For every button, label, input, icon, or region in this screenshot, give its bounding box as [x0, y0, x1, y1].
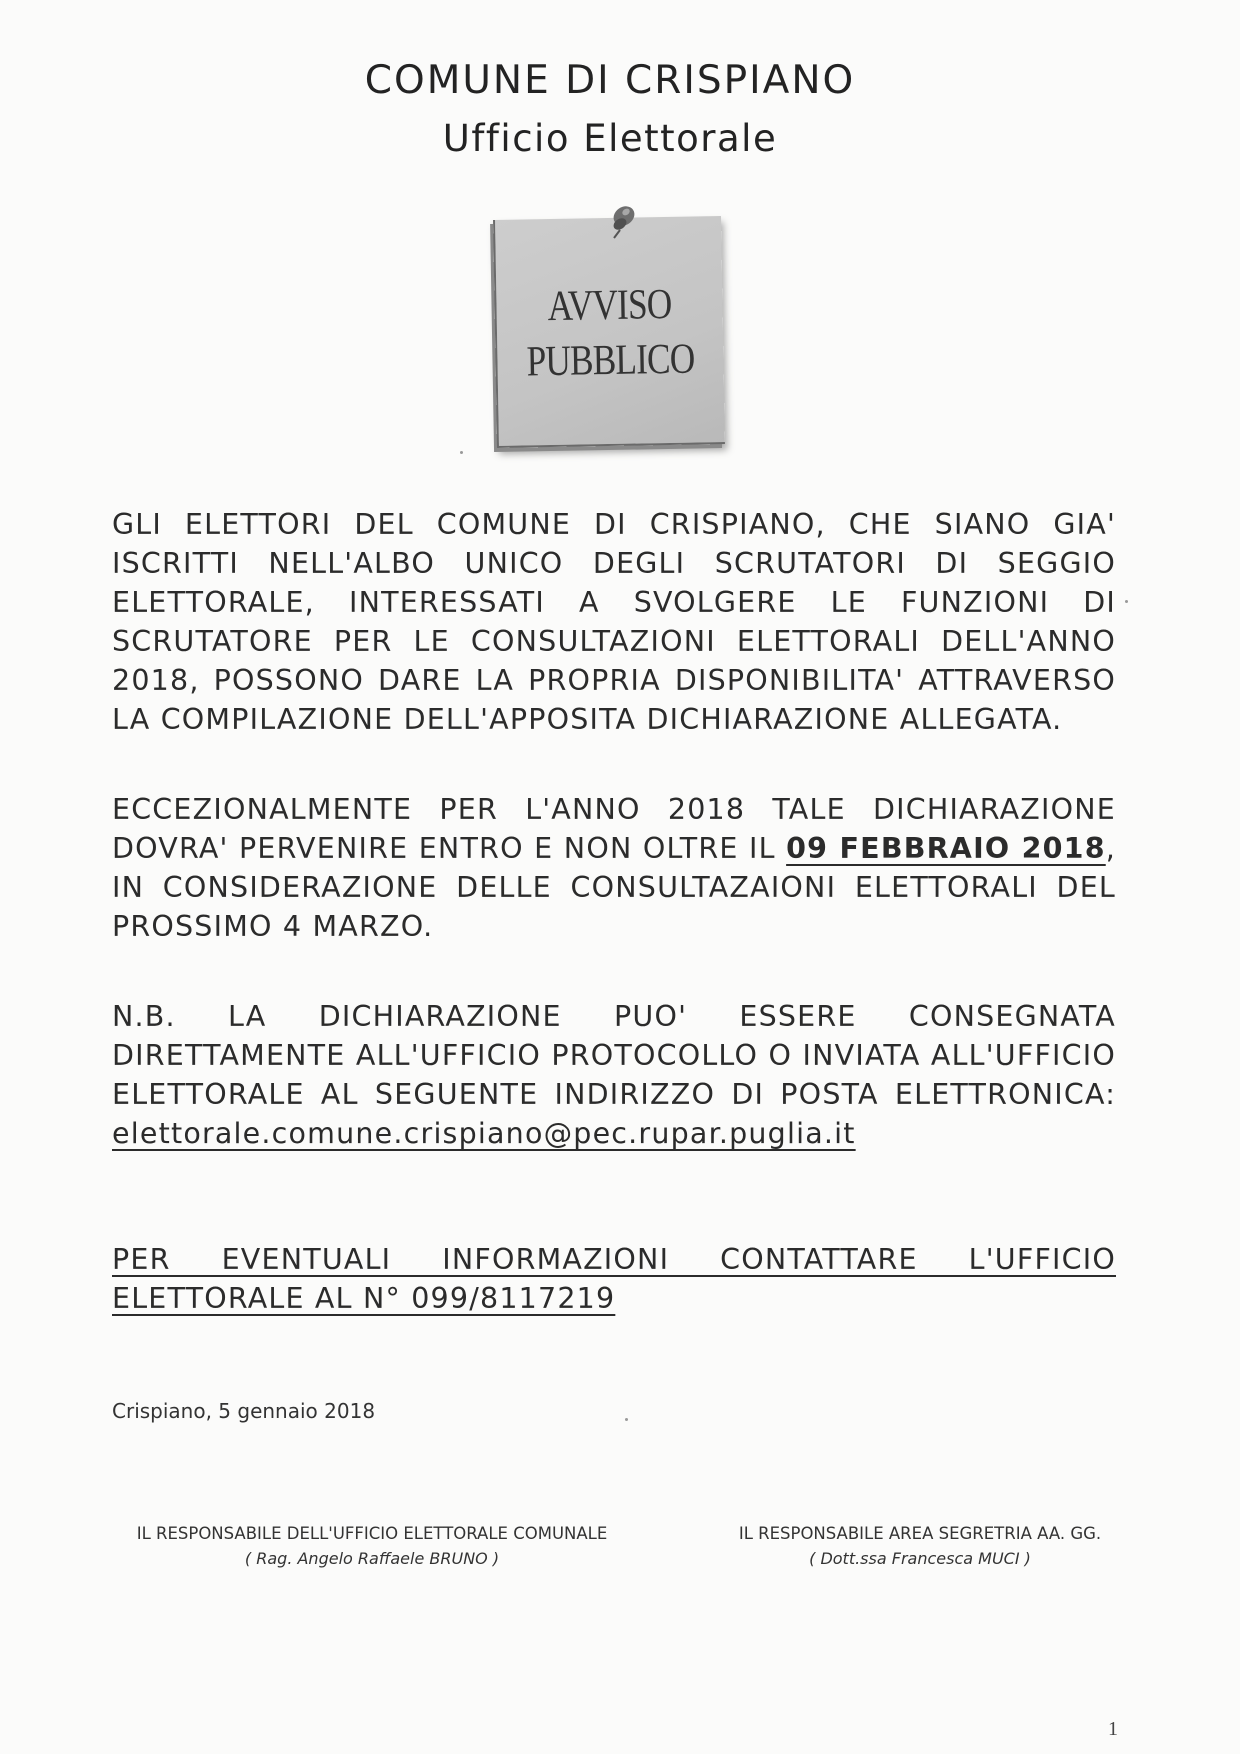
deadline-text-after: , IN CONSIDERAZIONE DELLE CONSULTAZAIONI ELETTORALI DEL PROSSIMO 4 MARZO.	[112, 832, 1116, 943]
municipality-title: COMUNE DI CRISPIANO	[364, 58, 856, 103]
signature-left-title: IL RESPONSABILE DELL'UFFICIO ELETTORALE COMUNALE	[136, 1524, 608, 1543]
note-line-2: PUBBLICO	[526, 335, 695, 386]
scan-speck	[460, 451, 463, 454]
page-number: 1	[1108, 1718, 1118, 1740]
deadline-text-before: ECCEZIONALMENTE PER L'ANNO 2018 TALE DICHIARAZIONE DOVRA' PERVENIRE ENTRO E NON OLTRE IL	[112, 793, 1116, 865]
note-paper	[493, 216, 725, 448]
note-line-1: AVVISO	[547, 280, 672, 331]
scan-speck	[1125, 600, 1128, 603]
signature-block-secretariat	[720, 1521, 1120, 1571]
public-notice-note	[495, 200, 735, 460]
signature-right-name: ( Dott.ssa Francesca MUCI )	[809, 1549, 1031, 1568]
signature-left-name: ( Rag. Angelo Raffaele BRUNO )	[244, 1549, 500, 1568]
paragraph-submission	[112, 997, 1116, 1153]
signature-right-title: IL RESPONSABILE AREA SEGRETRIA AA. GG.	[738, 1524, 1102, 1543]
submission-text: N.B. LA DICHIARAZIONE PUO' ESSERE CONSEGNATA DIRETTAMENTE ALL'UFFICIO PROTOCOLLO O INVIATA ALL'UFFICIO ELETTORALE AL SEGUENTE INDIRIZZO DI POSTA ELETTRONICA:	[112, 1000, 1116, 1111]
paragraph-eligibility: GLI ELETTORI DEL COMUNE DI CRISPIANO, CHE SIANO GIA' ISCRITTI NELL'ALBO UNICO DEGLI SCRUTATORI DI SEGGIO ELETTORALE, INTERESSATI A SVOLGERE LE FUNZIONI DI SCRUTATORE PER LE CONSULTAZIONI ELETTORALI DELL'ANNO 2018, POSSONO DARE LA PROPRIA DISPONIBILITA' ATTRAVERSO LA COMPILAZIONE DELL'APPOSITA DICHIARAZIONE ALLEGATA.	[112, 508, 1116, 736]
paragraph-deadline	[112, 790, 1116, 946]
note-text	[516, 276, 703, 389]
signature-block-electoral-office	[112, 1521, 632, 1571]
office-subtitle: Ufficio Elettorale	[442, 117, 778, 160]
scan-speck	[625, 1418, 628, 1421]
deadline-date: 09 FEBBRAIO 2018	[786, 832, 1106, 865]
paragraph-contact-info: PER EVENTUALI INFORMAZIONI CONTATTARE L'UFFICIO ELETTORALE AL N° 099/8117219	[112, 1243, 1116, 1315]
pushpin-icon	[600, 200, 640, 240]
document-date: Crispiano, 5 gennaio 2018	[112, 1399, 376, 1423]
pec-email-link[interactable]: elettorale.comune.crispiano@pec.rupar.puglia.it	[112, 1117, 856, 1150]
